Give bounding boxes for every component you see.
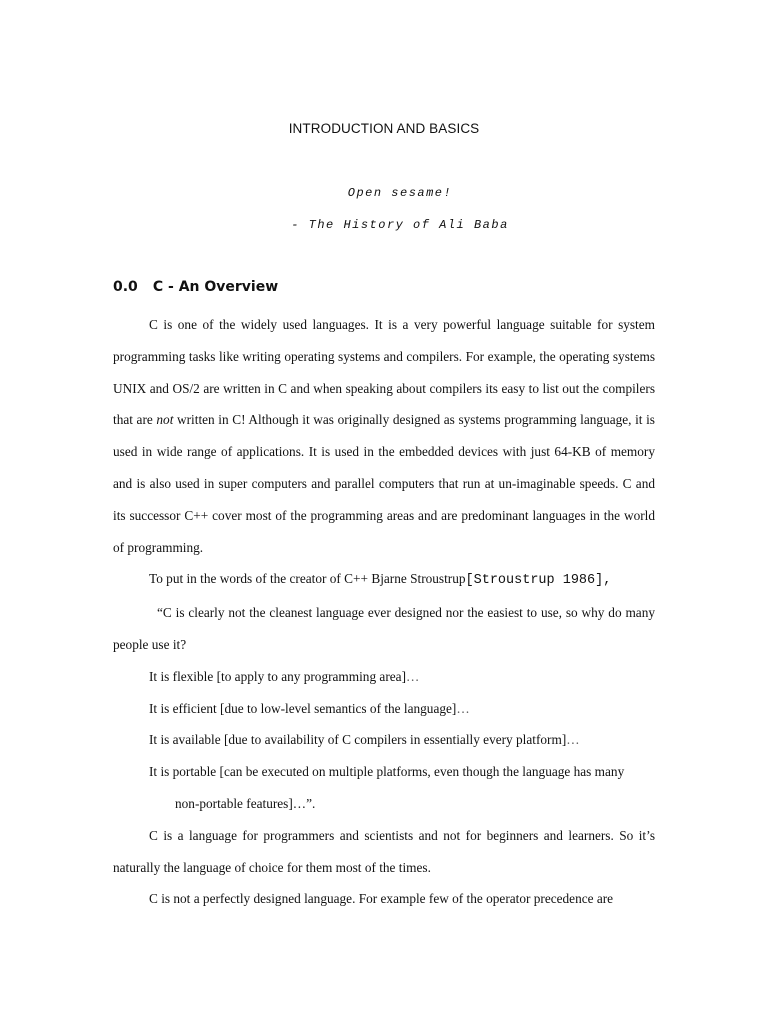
list-item xyxy=(113,724,655,756)
list-item xyxy=(113,756,655,788)
chapter-title: INTRODUCTION AND BASICS xyxy=(288,121,480,136)
epigraph-quote: Open sesame! xyxy=(347,186,453,200)
section-number: 0.0 xyxy=(113,279,138,295)
paragraph-text: written in C! Although it was originally designed as systems programming language, it is used in wide range of applications. It is used in the embedded devices with just 64-KB of memory and is also used in super computers and parallel computers that run at un-imaginable speeds. C and its successor C++ cover most of the programming areas and are predominant languages in the world of programming. xyxy=(113,412,655,555)
paragraph-audience: C is a language for programmers and scientists and not for beginners and learners. So it’s naturally the language of choice for them most of the times. xyxy=(113,827,655,875)
paragraph-text: C is one of the widely used languages. It is a very powerful language suitable for system programming tasks like writing operating systems and compilers. For example, the operating systems UNIX and OS/2 are written in C and when speaking about compilers its easy to list out the compilers that are xyxy=(113,317,655,428)
section-title: C - An Overview xyxy=(152,279,279,295)
quote-paragraph: “C is clearly not the cleanest language ever designed nor the easiest to use, so why do many people use it? xyxy=(113,605,655,652)
section-heading xyxy=(113,279,278,295)
paragraph-stroustrup xyxy=(113,563,655,597)
list-item xyxy=(113,693,655,725)
list-item-text: It is efficient [due to low-level semantics of the language] xyxy=(149,700,457,716)
list-item-text: It is available [due to availability of C compilers in essentially every platform] xyxy=(149,732,567,748)
list-item-continuation: non-portable features]…”. xyxy=(175,795,316,811)
ellipsis: … xyxy=(456,700,470,716)
ellipsis: … xyxy=(406,668,420,684)
epigraph-attribution: - The History of Ali Baba xyxy=(291,218,509,232)
paragraph-overview xyxy=(113,309,655,563)
paragraph-text: To put in the words of the creator of C++ Bjarne Stroustrup xyxy=(149,571,466,587)
list-item xyxy=(113,661,655,693)
emphasis-text: not xyxy=(156,412,174,428)
list-item-text: It is portable [can be executed on multiple platforms, even though the language has many xyxy=(149,764,625,780)
body-text xyxy=(113,309,655,915)
ellipsis: … xyxy=(566,732,580,748)
citation: [Stroustrup 1986], xyxy=(465,573,612,589)
paragraph-design: C is not a perfectly designed language. For example few of the operator precedence are xyxy=(149,891,614,907)
list-item-text: It is flexible [to apply to any programming area] xyxy=(149,668,406,684)
